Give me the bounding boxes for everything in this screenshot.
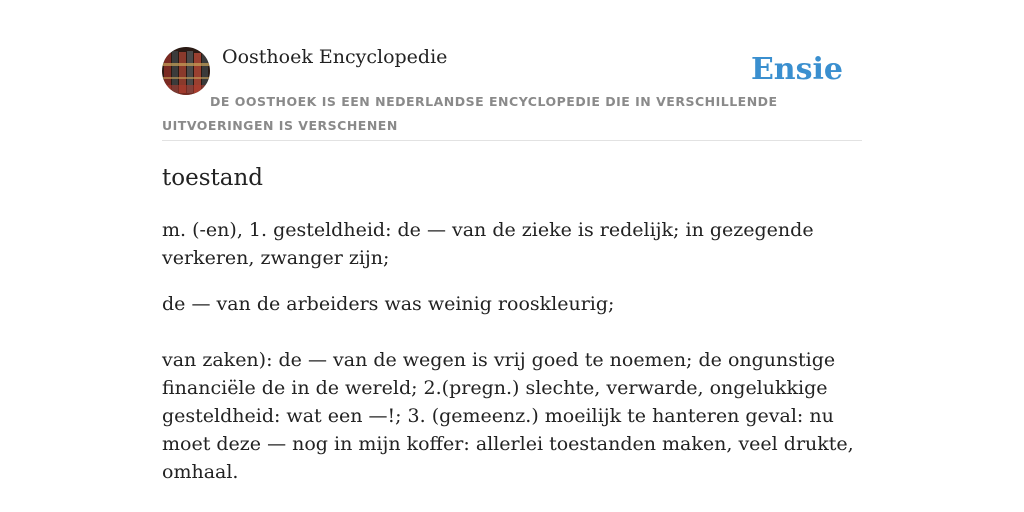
entry-paragraph: m. (-en), 1. gesteldheid: de — van de zieke is redelijk; in gezegende verkeren, zwanger zijn; [162, 219, 814, 269]
site-tagline: DE OOSTHOEK IS EEN NEDERLANDSE ENCYCLOPEDIE DIE IN VERSCHILLENDE UITVOERINGEN IS VERSCHENEN [162, 94, 778, 133]
entry-content [162, 160, 862, 486]
brand-logo[interactable]: Ensie [750, 52, 843, 87]
entry-title: toestand [162, 165, 263, 191]
entry-paragraph: van zaken): de — van de wegen is vrij goed te noemen; de ongunstige financiële de in de wereld; 2.(pregn.) slechte, verwarde, ongelukkige gesteldheid: wat een —!; 3. (gemeenz.) moeilijk te hanteren geval: nu moet deze — nog in mijn koffer: allerlei toestanden maken, veel drukte, omhaal. [162, 349, 854, 483]
site-name[interactable]: Oosthoek Encyclopedie [222, 46, 448, 68]
site-header [162, 44, 862, 141]
entry-paragraph: de — van de arbeiders was weinig rooskleurig; [162, 293, 615, 315]
book-spines-icon[interactable] [162, 47, 210, 95]
